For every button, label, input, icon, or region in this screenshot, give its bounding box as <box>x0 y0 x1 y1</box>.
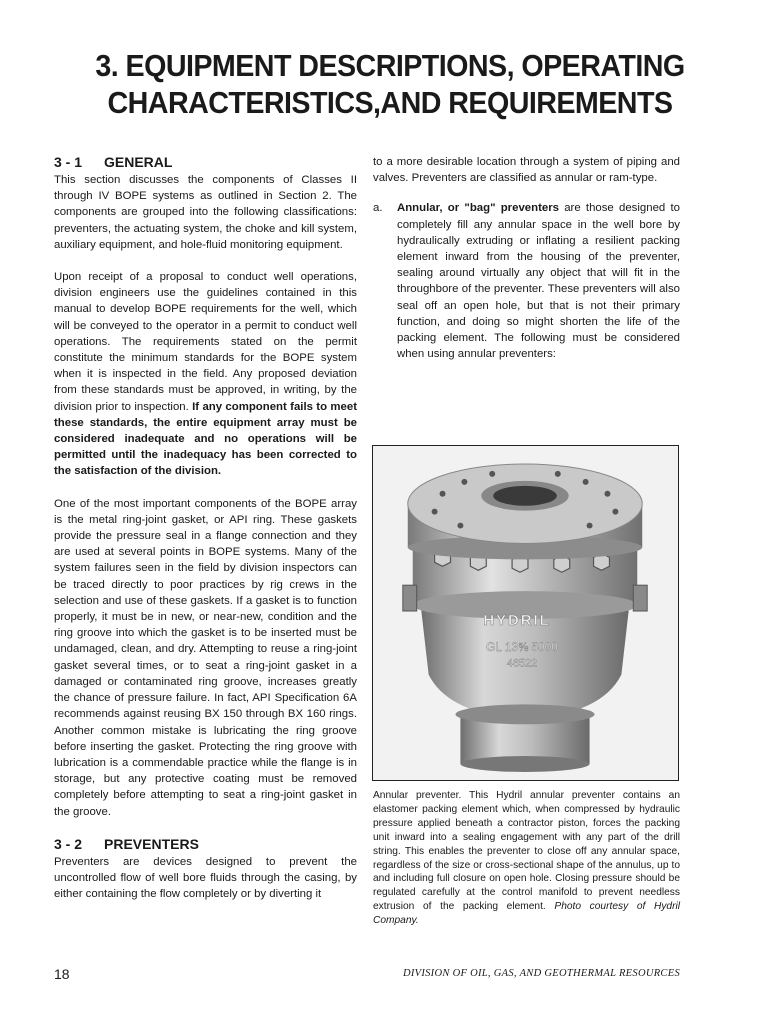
cast-model-label: GL 13⅝ 5000 <box>486 639 558 654</box>
section-number: 3 - 1 <box>54 154 83 170</box>
caption-text: Annular preventer. This Hydril annular preventer contains an elastomer packing element which, when compressed by hydraulic pressure applied beneath a contractor piston, forces the packing unit inward into a sealing engagement with any part of the drill string. This enables the preventer to close off any annular space, regardless of the size or cross-sectional shape of the annulus, up to and including full closure on open hole. Closing pressure should be regulated carefully at the control manifold to prevent needless extrusion of the packing element. <box>373 790 680 913</box>
title-line-1: 3. EQUIPMENT DESCRIPTIONS, OPERATING <box>95 49 685 83</box>
left-column <box>54 154 357 902</box>
footer-organization: DIVISION OF OIL, GAS, AND GEOTHERMAL RESOURCES <box>402 968 680 979</box>
preventers-paragraph-1: Preventers are devices designed to prevent the uncontrolled flow of well bore fluids through the casing, by either containing the flow completely or by diverting it <box>54 855 357 901</box>
caption-credit: Photo courtesy of Hydril Company. <box>373 901 680 927</box>
cast-brand-label: HYDRIL <box>483 612 551 629</box>
general-paragraph-2-emphasis: If any component fails to meet these standards, the entire equipment array must be considered inadequate and no operations will be permitted until the inadequacy has been corrected to the satisfaction of the division. <box>54 400 357 478</box>
section-title: GENERAL <box>104 154 173 170</box>
title-line-2: CHARACTERISTICS,AND REQUIREMENTS <box>107 86 673 120</box>
section-heading-general <box>54 154 357 170</box>
figure-caption <box>373 789 680 928</box>
general-paragraph-2 <box>54 269 357 480</box>
preventers-paragraph-1-continued: to a more desirable location through a system of piping and valves. Preventers are classified as annular or ram-type. <box>373 156 680 185</box>
cast-serial-label: 46522 <box>506 657 538 670</box>
preventer-illustration <box>373 446 678 780</box>
page-number: 18 <box>54 966 70 982</box>
list-item-term: Annular, or "bag" preventers <box>397 202 559 215</box>
list-item-a <box>373 200 680 362</box>
general-paragraph-2-text: Upon receipt of a proposal to conduct well operations, division engineers use the guidelines contained in this manual to develop BOPE requirements for the well, which will be conveyed to the operator in a permit to conduct well operations. The requirements stated on the permit constitute the minimum standards for the BOPE system when it is inspected in the field. Any proposed deviation from these standards must be approved, in writing, by the division prior to inspection. <box>54 271 357 413</box>
general-paragraph-1: This section discusses the components of Classes II through IV BOPE systems as outlined in Section 2. The components are grouped into the following classifications: preventers, the actuating system, the choke and kill system, auxiliary equipment, and hole-fluid monitoring equipment. <box>54 174 357 251</box>
list-item-text: are those designed to completely fill any annular space in the well bore by hydraulically extruding or inflating a resilient packing element inward from the housing of the preventer, sealing around virtually any object that will fit in the throughbore of the preventer. These preventers will also seal off an open hole, but that is not their primary function, and doing so might shorten the life of the packing element. The following must be considered when using annular preventers: <box>397 202 680 361</box>
right-column <box>373 154 680 362</box>
section-number: 3 - 2 <box>54 835 83 852</box>
section-heading-preventers <box>54 836 357 852</box>
section-title: PREVENTERS <box>104 835 199 852</box>
page-title <box>61 48 719 122</box>
annular-preventer-photo <box>372 445 679 781</box>
general-paragraph-3: One of the most important components of the BOPE array is the metal ring-joint gasket, or API ring. These gaskets provide the pressure seal in a flange connection and they are used at several points in BOPE systems. Many of the system failures seen in the field by division inspectors can be traced directly to poor practices by rig crews in the selection and use of these gaskets. If a gasket is to function properly, it must be in new, or near-new, condition and the ring groove into which the gasket is to be inserted must be undamaged, clean, and dry. Attempting to reuse a ring-joint gasket several times, or to seat a ring-joint gasket in a damaged or contaminated ring groove, increases greatly the chance of pressure failure. In fact, API Specification 6A recommends against reusing BX 150 through BX 160 rings. Another common mistake is lubricating the ring groove before inserting the gasket. Protecting the ring groove with lubrication is a commendable practice while the flange is in storage, but any protective coating must be removed completely before attempting to seat a ring-joint gasket in the groove. <box>54 497 357 818</box>
list-marker: a. <box>373 202 383 215</box>
